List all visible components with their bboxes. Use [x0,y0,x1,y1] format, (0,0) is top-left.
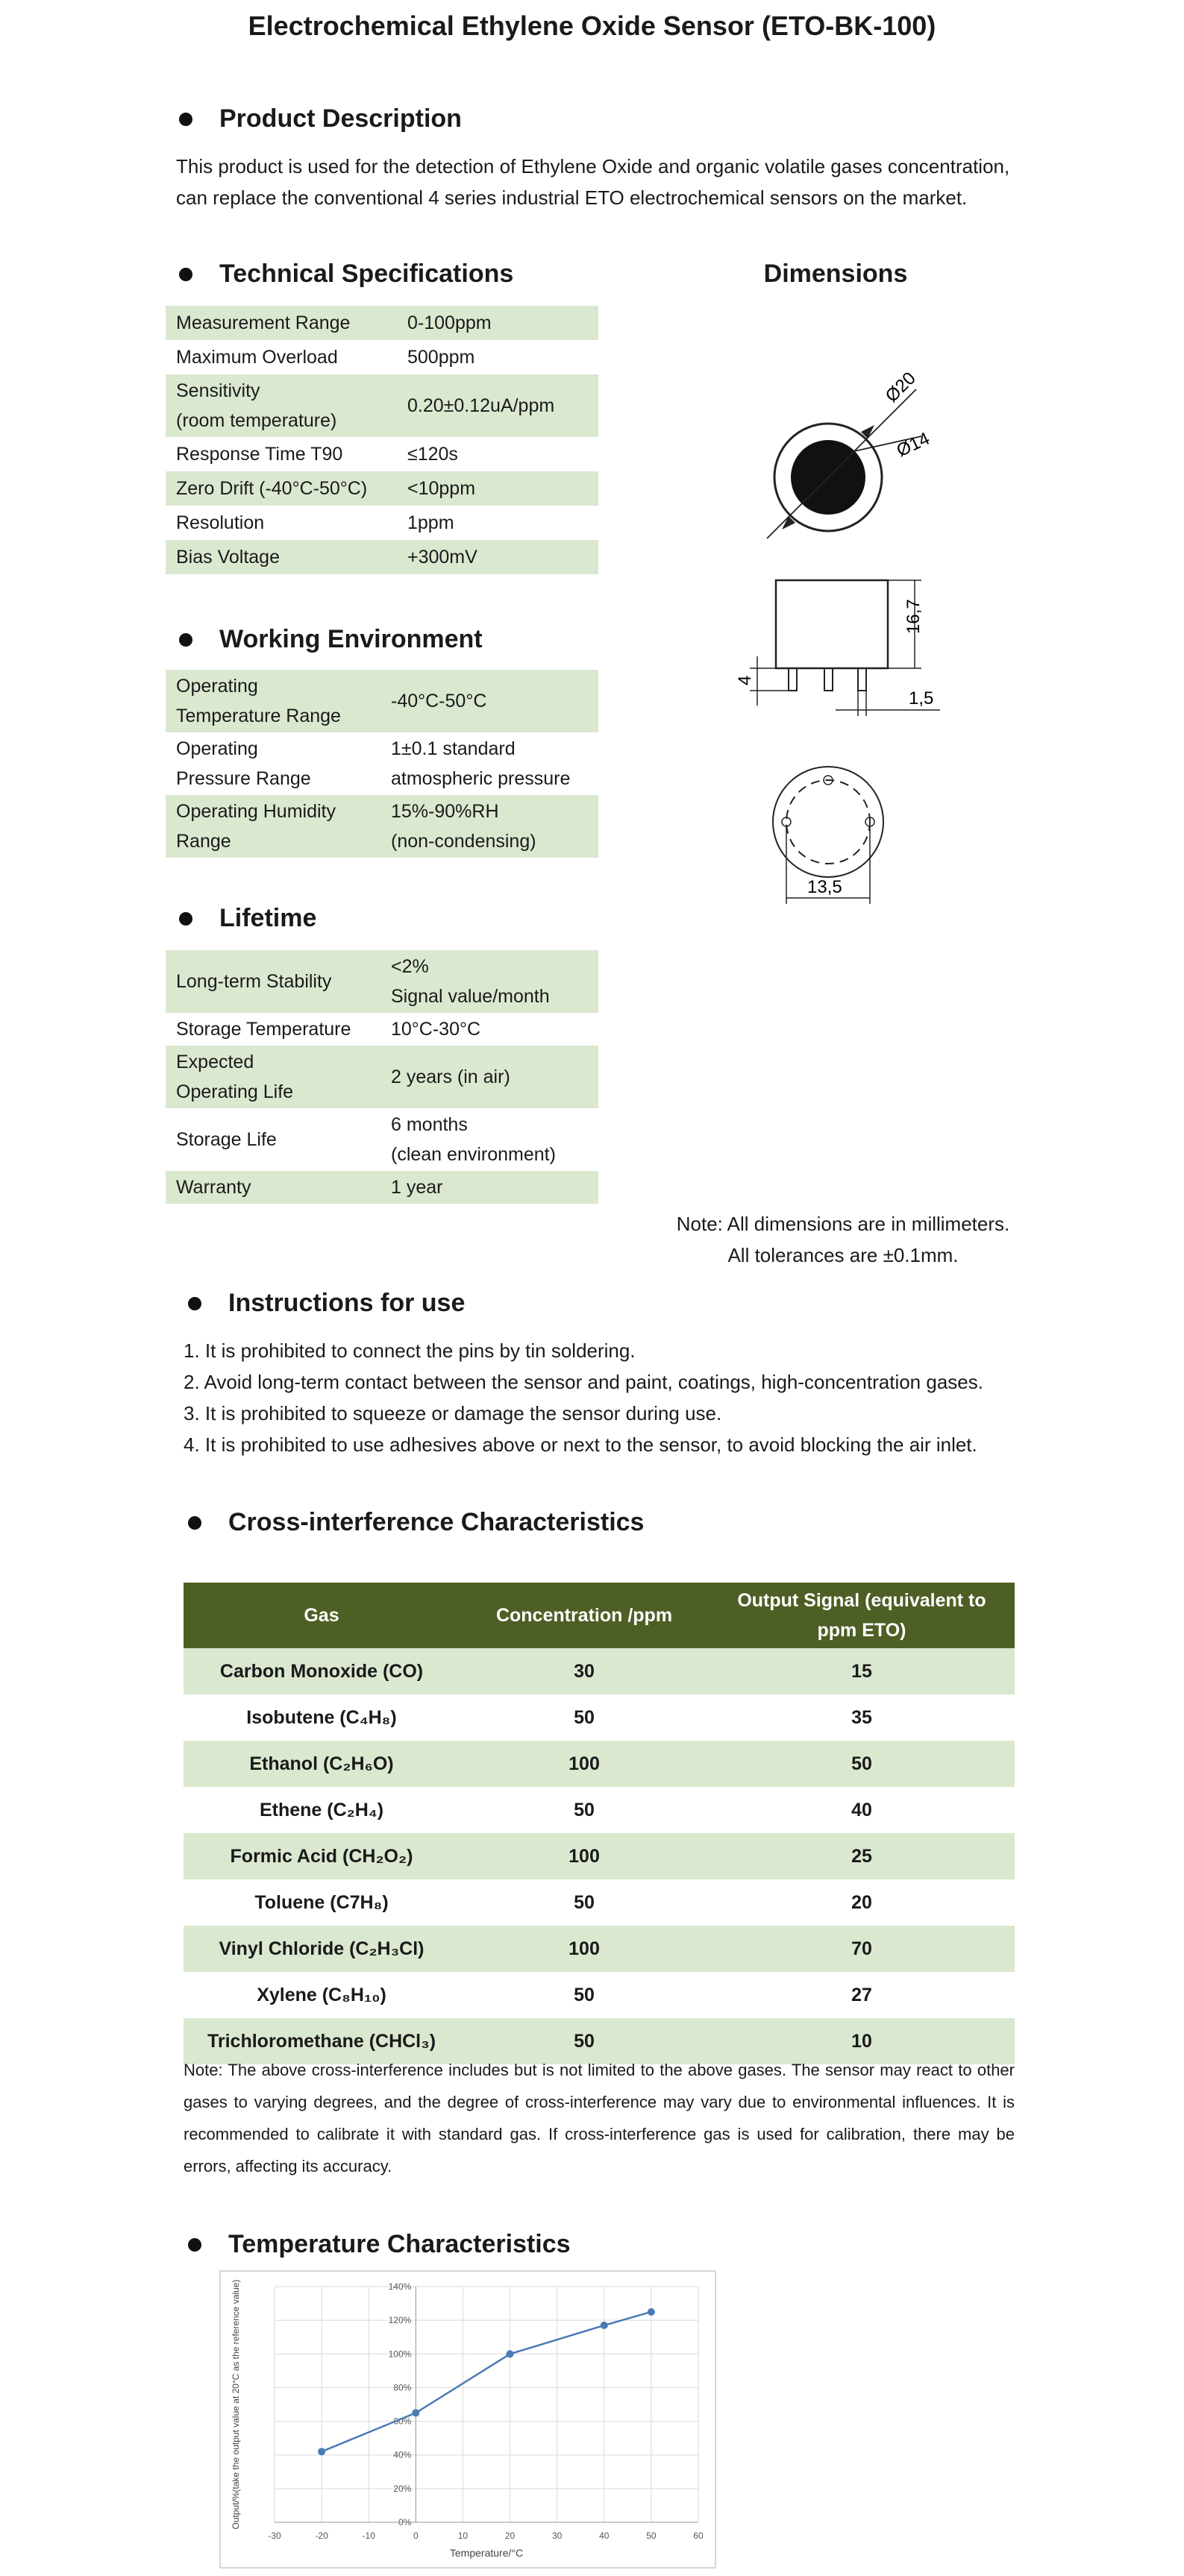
concentration-cell: 50 [574,1706,595,1728]
label-line: Operating Life [176,1081,294,1102]
concentration-cell: 50 [574,1891,595,1913]
value-line: 1±0.1 standard [391,738,516,759]
value-line: 6 months [391,1114,468,1135]
value-line: (clean environment) [391,1144,556,1165]
pin [789,668,797,691]
heading-text: Lifetime [219,904,317,932]
concentration-cell: 50 [574,1799,595,1821]
concentration-cell: 100 [460,1741,709,1787]
signal-cell: 25 [709,1833,1015,1879]
note-line: All tolerances are ±0.1mm. [727,1244,959,1266]
life-value: 2 years (in air) [380,1046,598,1108]
x-tick-label: 0 [413,2531,419,2541]
spec-value: 0-100ppm [397,306,598,340]
gas-cell: Formic Acid (CH₂O₂) [184,1833,460,1879]
label-line: Sensitivity [176,380,260,401]
outer-dia-label: Ø20 [881,368,920,406]
concentration-cell: 30 [460,1648,709,1694]
spec-value: 1ppm [407,512,454,533]
instructions-list [184,1335,1079,1460]
signal-cell: 27 [851,1984,872,2005]
column-header: Output Signal (equivalent to ppm ETO) [709,1583,1015,1648]
table-row [166,1171,598,1204]
y-tick-label: 40% [393,2449,412,2460]
life-value: 1 year [380,1171,598,1204]
table-header-row [184,1583,1015,1648]
env-label [166,670,380,732]
dimensions-heading: Dimensions [763,260,908,288]
x-tick-label: -20 [315,2531,328,2541]
pin-length-label: 4 [735,675,755,685]
height-label: 16,7 [903,599,924,634]
label-line: Operating [176,676,258,697]
page-title: Electrochemical Ethylene Oxide Sensor (ETO-BK-100) [248,10,936,41]
x-tick-label: 40 [599,2531,610,2541]
table-row [166,732,598,795]
value-line: 15%-90%RH [391,801,499,822]
description-line: This product is used for the detection of Ethylene Oxide and organic volatile gases concentration, [176,155,1010,178]
grid-layer [275,2287,698,2522]
table-row [166,1046,598,1108]
label-line: Expected [176,1052,254,1072]
cross-interference-note: Note: The above cross-interference includes but is not limited to the above gases. The sensor may react to other gases to varying degrees, and the degree of cross-interference may vary due to environmental influences. It is recommended to calibrate it with standard gas. If cross-interference gas is used for calibration, there may be errors, affecting its accuracy. [184,2061,1015,2176]
description-line: can replace the conventional 4 series industrial ETO electrochemical sensors on the market. [176,186,968,209]
spec-label: Bias Voltage [166,540,397,574]
pin-circle-label: 13,5 [807,877,842,897]
spec-value: 500ppm [407,347,475,368]
x-tick-label: 10 [457,2531,469,2541]
side-view [735,580,940,716]
life-label: Warranty [166,1171,380,1204]
bullet-icon [188,1516,201,1530]
concentration-cell: 100 [460,1926,709,1972]
spec-value: ≤120s [407,444,458,465]
env-label [166,732,380,795]
sensor-body [776,580,888,668]
spec-label: Maximum Overload [176,347,338,368]
data-point [412,2409,419,2416]
table-row [184,1694,1015,1741]
env-label [166,795,380,858]
gas-cell: Trichloromethane (CHCl₃) [184,2018,460,2064]
data-point [601,2322,608,2329]
section-heading-instructions [188,1289,465,1318]
signal-cell: 15 [709,1648,1015,1694]
label-line: Temperature Range [176,706,341,726]
dimensions-note [642,1208,1044,1271]
list-item: 2. Avoid long-term contact between the sensor and paint, coatings, high-concentration gases. [184,1371,983,1393]
x-axis-label: Temperature/°C [449,2547,524,2559]
inner-dia-label: Ø14 [893,428,933,462]
gas-cell: Isobutene (C₄H₈) [246,1706,397,1728]
table-row [184,1879,1015,1926]
dimensions-drawing [716,343,970,910]
signal-cell: 20 [851,1891,872,1913]
life-label [166,1046,380,1108]
list-item: 4. It is prohibited to use adhesives above or next to the sensor, to avoid blocking the air inlet. [184,1433,977,1456]
bullet-icon [179,113,192,126]
table-row [184,1926,1015,1972]
y-tick-label: 120% [388,2315,412,2326]
section-heading-temperature [188,2230,571,2259]
heading-text: Instructions for use [228,1289,466,1317]
table-row [166,1108,598,1171]
technical-specifications-table [166,306,598,574]
spec-label: Resolution [176,512,265,533]
cross-interference-table [184,1583,1015,2064]
table-row [166,670,598,732]
lifetime-table [166,950,598,1204]
signal-cell: 10 [709,2018,1015,2064]
heading-text: Working Environment [219,625,483,653]
table-row [184,1787,1015,1833]
gas-cell: Toluene (C7H₈) [254,1891,389,1913]
table-row [166,306,598,340]
pin-gap-label: 1,5 [909,688,934,709]
value-line: Signal value/month [391,986,550,1007]
env-value [380,732,598,795]
table-row [184,1648,1015,1694]
data-point [507,2350,514,2357]
signal-cell: 35 [851,1706,872,1728]
heading-text: Product Description [219,104,462,133]
life-label: Long-term Stability [166,950,380,1013]
life-value [380,950,598,1013]
bottom-outer-circle [773,767,883,877]
table-row [166,540,598,574]
value-line: (non-condensing) [391,831,536,852]
gas-cell: Carbon Monoxide (CO) [184,1648,460,1694]
value-line: <2% [391,956,429,977]
note-line: Note: All dimensions are in millimeters. [676,1213,1010,1235]
working-environment-table [166,670,598,858]
signal-cell: 40 [851,1799,872,1821]
gas-cell: Xylene (C₈H₁₀) [257,1984,386,2005]
label-line: Operating Humidity [176,801,336,822]
concentration-cell: 50 [574,1984,595,2005]
bullet-icon [179,633,192,647]
section-heading-cross-interference [188,1508,644,1537]
data-point [648,2308,655,2316]
life-value [380,1108,598,1171]
pin [858,668,866,691]
env-value [380,795,598,858]
list-item: 1. It is prohibited to connect the pins by tin soldering. [184,1339,636,1362]
signal-cell: 70 [709,1926,1015,1972]
section-heading-product-description [179,104,462,133]
value-line: atmospheric pressure [391,768,571,789]
spec-label: Response Time T90 [176,444,343,465]
bullet-icon [179,268,192,281]
top-view [767,368,933,538]
env-value: -40°C-50°C [380,670,598,732]
x-tick-label: -30 [268,2531,281,2541]
table-row [184,1972,1015,2018]
heading-text: Technical Specifications [219,260,514,288]
bullet-icon [188,2238,201,2252]
x-tick-label: -10 [362,2531,375,2541]
concentration-cell: 100 [460,1833,709,1879]
label-line: Operating [176,738,258,759]
signal-cell: 50 [709,1741,1015,1787]
label-line: Pressure Range [176,768,311,789]
table-row [166,1013,598,1046]
heading-text: Temperature Characteristics [228,2230,571,2258]
spec-value: +300mV [397,540,598,574]
y-tick-label: 100% [388,2349,412,2360]
label-line: Range [176,831,231,852]
heading-text: Cross-interference Characteristics [228,1508,645,1536]
spec-label [166,374,397,437]
x-tick-label: 50 [646,2531,657,2541]
spec-label: Zero Drift (-40°C-50°C) [166,471,397,506]
spec-value: <10ppm [397,471,598,506]
y-tick-label: 0% [398,2517,412,2528]
y-tick-label: 20% [393,2483,412,2494]
concentration-cell: 50 [460,2018,709,2064]
table-row [166,340,598,374]
table-row [166,795,598,858]
y-tick-label: 60% [393,2416,412,2427]
bullet-icon [188,1297,201,1310]
table-row [166,437,598,471]
life-label: Storage Temperature [176,1019,351,1040]
x-tick-label: 60 [693,2531,704,2541]
label-line: (room temperature) [176,410,337,431]
section-heading-working-environment [179,625,483,654]
section-heading-technical-specifications [179,260,513,289]
table-row [166,506,598,540]
temperature-chart-frame [219,2270,716,2569]
table-row [184,1741,1015,1787]
y-tick-label: 140% [388,2281,412,2292]
bullet-icon [179,912,192,926]
data-point [318,2448,325,2455]
gas-cell: Ethanol (C₂H₆O) [184,1741,460,1787]
column-header: Concentration /ppm [460,1583,709,1648]
x-tick-label: 20 [504,2531,516,2541]
table-row [184,1833,1015,1879]
temperature-chart [221,2272,715,2567]
pin [824,668,833,691]
column-header: Gas [184,1583,460,1648]
life-label: Storage Life [176,1129,277,1150]
x-tick-label: 30 [551,2531,563,2541]
table-row [166,374,598,437]
y-axis-label: Output/%(take the output value at 20°C as the reference value) [231,2279,241,2530]
section-heading-lifetime [179,904,316,933]
gas-cell: Vinyl Chloride (C₂H₃Cl) [184,1926,460,1972]
spec-value: 0.20±0.12uA/ppm [397,374,598,437]
bottom-view [773,767,883,904]
product-description-text [176,151,1027,213]
table-row [166,950,598,1013]
y-tick-label: 80% [393,2382,412,2393]
gas-cell: Ethene (C₂H₄) [259,1799,384,1821]
table-row [166,471,598,506]
life-value: 10°C-30°C [391,1019,481,1040]
pin-circle [786,780,870,864]
spec-label: Measurement Range [166,306,397,340]
series-line [322,2312,651,2451]
list-item: 3. It is prohibited to squeeze or damage the sensor during use. [184,1402,722,1424]
